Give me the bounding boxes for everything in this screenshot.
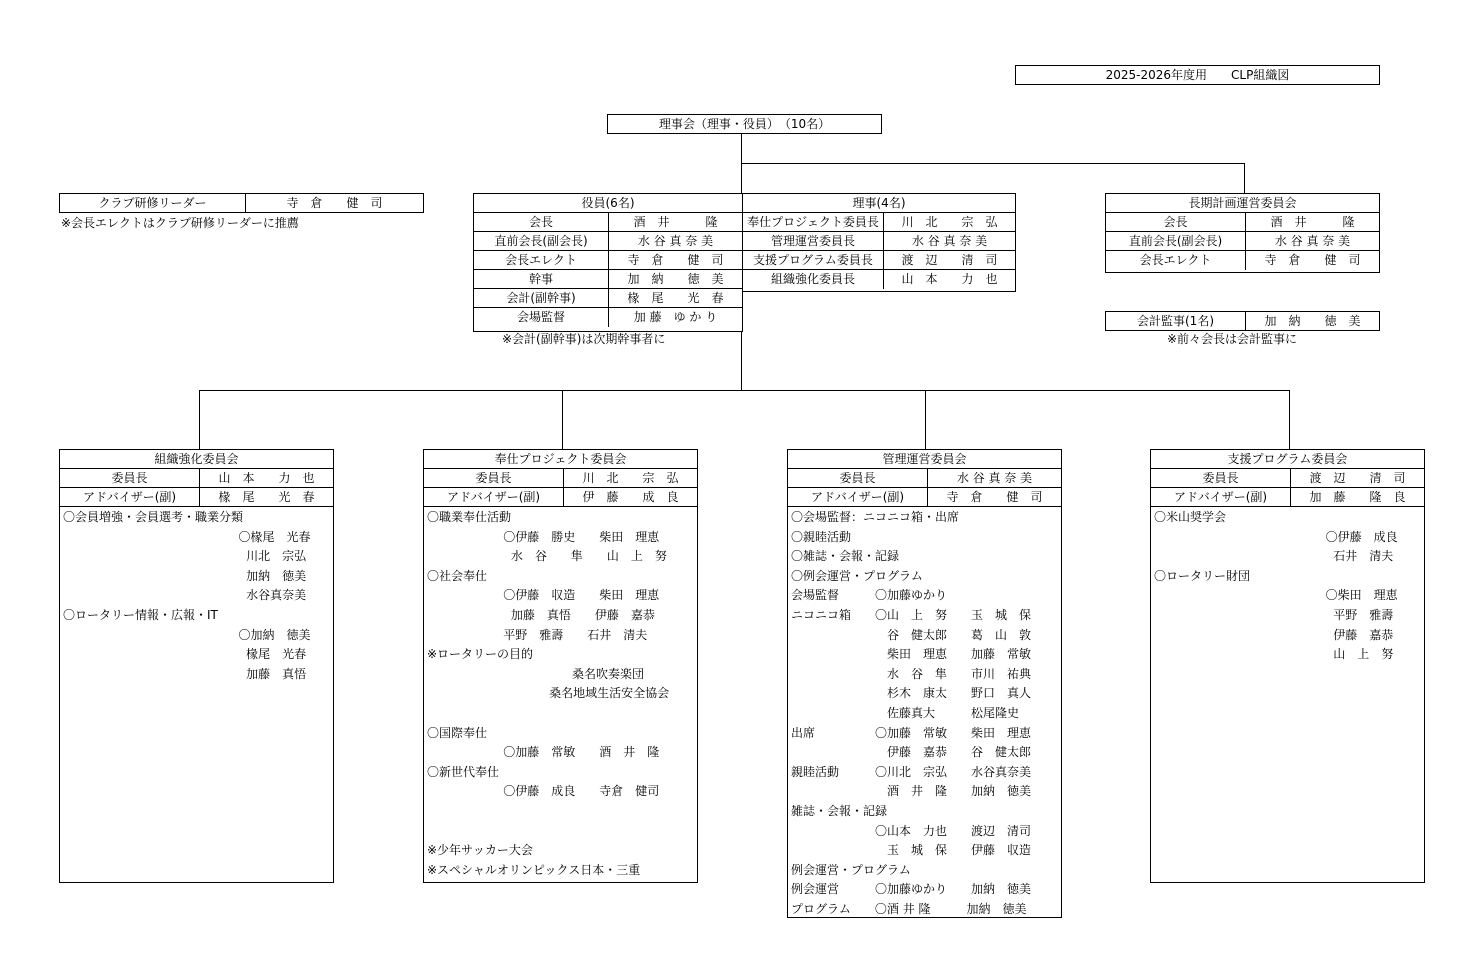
director-row: 支援プログラム委員長 渡 辺 清 司 — [743, 251, 1015, 270]
club-training-note: ※会長エレクトはクラブ研修リーダーに推薦 — [61, 216, 299, 230]
directors-header: 理事(4名) — [743, 194, 1015, 213]
club-training-name: 寺 倉 健 司 — [245, 194, 423, 212]
officers-box — [473, 193, 743, 332]
member-line: 雑誌・会報・記録 — [791, 803, 888, 818]
committee-box — [423, 449, 698, 883]
club-training-label: クラブ研修リーダー — [98, 196, 207, 210]
member-line: 水 谷 隼 山 上 努 — [427, 549, 667, 564]
longterm-box — [1105, 193, 1380, 273]
member-line: 〇伊藤 成良 寺倉 健司 — [427, 784, 660, 799]
member-line: 石井 清夫 — [1154, 549, 1394, 564]
member-line: 桑名地域生活安全協会 — [427, 686, 670, 701]
committee-member-list — [60, 507, 333, 685]
connector-line — [199, 390, 200, 449]
officer-row: 会長 酒 井 隆 — [474, 213, 742, 232]
directors-box — [742, 193, 1016, 292]
committee-member-list — [1151, 507, 1424, 666]
member-line: 水谷真奈美 — [63, 588, 307, 603]
member-line: 酒 井 隆 加納 徳美 — [791, 784, 1032, 799]
member-line: 〇会員増強・会員選考・職業分類 — [63, 510, 244, 524]
connector-line — [1289, 390, 1290, 449]
member-line: 平野 雅壽 — [1154, 607, 1394, 622]
member-line: 例会運営・プログラム — [791, 862, 911, 877]
member-line: プログラム 〇酒 井 隆 加納 徳美 — [791, 901, 1027, 916]
club-training-box — [59, 193, 424, 213]
board-box: 理事会（理事・役員） （10名） — [607, 114, 882, 134]
member-line: 山 上 努 — [1154, 647, 1394, 662]
member-line: 川北 宗弘 — [63, 549, 307, 564]
longterm-row: 会長エレクト 寺 倉 健 司 — [1106, 251, 1379, 270]
member-line: 例会運営 〇加藤ゆかり 加納 徳美 — [791, 882, 1032, 897]
member-line: 加藤 真悟 — [63, 666, 307, 681]
officer-row: 直前会長(副会長) 水 谷 真 奈 美 — [474, 232, 742, 251]
member-line: 〇柴田 理恵 — [1154, 588, 1398, 603]
connector-line — [925, 390, 926, 449]
member-line: 出席 〇加藤 常敏 柴田 理恵 — [791, 725, 1032, 740]
committee-name: 管理運営委員会 — [788, 450, 1061, 469]
officers-note: ※会計(副幹事)は次期幹事者に — [502, 332, 666, 346]
member-line: 〇例会運営・プログラム — [791, 568, 923, 583]
member-line: 谷 健太郎 葛 山 敦 — [791, 627, 1032, 642]
committee-name: 支援プログラム委員会 — [1151, 450, 1424, 469]
member-line — [427, 704, 694, 724]
committee-advisor-row: アドバイザー(副) 伊 藤 成 良 — [424, 488, 697, 507]
member-line: 〇伊藤 成良 — [1154, 529, 1398, 544]
auditor-label: 会計監事(1名) — [1137, 314, 1214, 328]
member-line: 〇伊藤 勝史 柴田 理恵 — [427, 529, 660, 544]
member-line: 杉木 康太 野口 真人 — [791, 686, 1032, 701]
member-line: 親睦活動 〇川北 宗弘 水谷真奈美 — [791, 764, 1032, 779]
member-line: 柴田 理恵 加藤 常敏 — [791, 647, 1032, 662]
officer-row: 会場監督 加 藤 ゆ か り — [474, 308, 742, 327]
committee-box — [1150, 449, 1425, 883]
committee-chair-row: 委員長 渡 辺 清 司 — [1151, 469, 1424, 488]
member-line: 〇椽尾 光春 — [63, 529, 311, 544]
longterm-row: 直前会長(副会長) 水 谷 真 奈 美 — [1106, 232, 1379, 251]
officers-header: 役員(6名) — [474, 194, 742, 213]
member-line: 伊藤 嘉恭 谷 健太郎 — [791, 745, 1032, 760]
member-line: 玉 城 保 伊藤 収造 — [791, 843, 1032, 858]
member-line: 水 谷 隼 市川 祐典 — [791, 666, 1032, 681]
longterm-header: 長期計画運営委員会 — [1106, 194, 1379, 213]
member-line: 〇親睦活動 — [791, 529, 852, 544]
director-row: 管理運営委員長 水 谷 真 奈 美 — [743, 232, 1015, 251]
committee-box — [59, 449, 334, 883]
member-line: 〇伊藤 収造 柴田 理恵 — [427, 588, 660, 603]
member-line: 〇米山奨学会 — [1154, 510, 1227, 524]
member-line: 会場監督 〇加藤ゆかり — [791, 588, 948, 603]
connector-line — [1244, 163, 1245, 193]
member-line: ニコニコ箱 〇山 上 努 玉 城 保 — [791, 607, 1032, 622]
director-row: 奉仕プロジェクト委員長 川 北 宗 弘 — [743, 213, 1015, 232]
committee-chair-row: 委員長 山 本 力 也 — [60, 469, 333, 488]
director-row: 組織強化委員長 山 本 力 也 — [743, 270, 1015, 289]
member-line: 〇会場監督：ニコニコ箱・出席 — [791, 510, 960, 524]
committee-chair-row: 委員長 水 谷 真 奈 美 — [788, 469, 1061, 488]
committee-name: 奉仕プロジェクト委員会 — [424, 450, 697, 469]
auditor-name: 加 納 徳 美 — [1245, 312, 1379, 330]
member-line: 加藤 真悟 伊藤 嘉恭 — [427, 607, 655, 622]
member-line: 〇ロータリー情報・広報・IT — [63, 607, 218, 622]
member-line — [427, 822, 694, 842]
member-line: 〇ロータリー財団 — [1154, 568, 1251, 583]
connector-line — [562, 390, 563, 449]
committee-member-list — [788, 507, 1061, 920]
member-line: 桑名吹奏楽団 — [427, 666, 644, 681]
officer-row: 会長エレクト 寺 倉 健 司 — [474, 251, 742, 270]
member-line: 〇国際奉仕 — [427, 725, 488, 740]
member-line: 〇加藤 常敏 酒 井 隆 — [427, 745, 660, 760]
committee-member-list — [424, 507, 697, 881]
officer-row: 会計(副幹事) 椽 尾 光 春 — [474, 289, 742, 308]
committee-box — [787, 449, 1062, 918]
member-line: 佐藤真大 松尾隆史 — [791, 705, 1020, 720]
officer-row: 幹事 加 納 徳 美 — [474, 270, 742, 289]
auditor-box — [1105, 311, 1380, 331]
member-line: 〇職業奉仕活動 — [427, 510, 512, 524]
auditor-note: ※前々会長は会計監事に — [1167, 332, 1298, 346]
connector-line — [199, 390, 1290, 391]
member-line: 加納 徳美 — [63, 568, 307, 583]
member-line: 〇加納 徳美 — [63, 627, 311, 642]
connector-line — [741, 163, 1245, 164]
member-line: 椽尾 光春 — [63, 647, 307, 662]
member-line: 伊藤 嘉恭 — [1154, 627, 1394, 642]
member-line: 〇社会奉仕 — [427, 568, 488, 583]
committee-advisor-row: アドバイザー(副) 寺 倉 健 司 — [788, 488, 1061, 507]
member-line: 平野 雅壽 石井 清夫 — [427, 627, 648, 642]
committee-advisor-row: アドバイザー(副) 椽 尾 光 春 — [60, 488, 333, 507]
member-line: ※スペシャルオリンピックス日本・三重 — [427, 862, 641, 877]
committee-advisor-row: アドバイザー(副) 加 藤 隆 良 — [1151, 488, 1424, 507]
longterm-row: 会長 酒 井 隆 — [1106, 213, 1379, 232]
member-line: 〇山本 力也 渡辺 清司 — [791, 823, 1032, 838]
committee-chair-row: 委員長 川 北 宗 弘 — [424, 469, 697, 488]
member-line: 〇新世代奉仕 — [427, 764, 500, 779]
page-title: 2025-2026年度用 CLP組織図 — [1015, 65, 1380, 85]
member-line: 〇雑誌・会報・記録 — [791, 549, 900, 564]
member-line: ※ロータリーの目的 — [427, 647, 534, 662]
committee-name: 組織強化委員会 — [60, 450, 333, 469]
member-line — [427, 802, 694, 822]
member-line: ※少年サッカー大会 — [427, 843, 533, 858]
